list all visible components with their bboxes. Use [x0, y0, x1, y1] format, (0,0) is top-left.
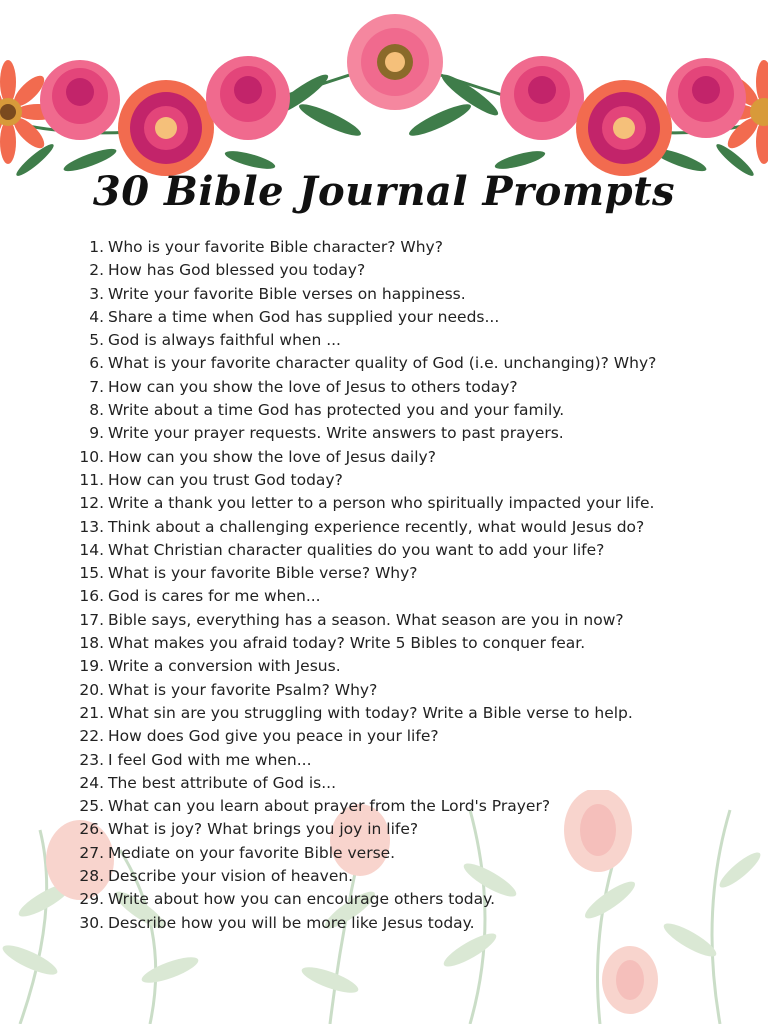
prompt-number: 16.	[79, 587, 104, 606]
prompt-number: 7.	[89, 377, 104, 396]
prompt-item	[78, 702, 656, 725]
prompt-number: 22.	[79, 727, 104, 746]
prompt-item	[78, 562, 656, 585]
flower-banner	[0, 0, 768, 185]
prompt-item	[78, 609, 656, 632]
prompt-number: 19.	[79, 657, 104, 676]
prompt-list	[78, 236, 656, 935]
prompt-number: 24.	[79, 773, 104, 792]
prompt-item	[78, 912, 656, 935]
prompt-number: 28.	[79, 867, 104, 886]
prompt-number: 17.	[79, 610, 104, 629]
prompt-item	[78, 655, 656, 678]
prompt-number: 5.	[89, 331, 104, 350]
prompt-item	[78, 469, 656, 492]
prompt-item	[78, 795, 656, 818]
prompt-text: Write about how you can encourage others today.	[108, 890, 496, 909]
prompt-text: What can you learn about prayer from the Lord's Prayer?	[108, 797, 551, 816]
prompt-text: What is your favorite character quality of God (i.e. unchanging)? Why?	[108, 354, 657, 373]
prompt-number: 26.	[79, 820, 104, 839]
prompt-text: God is cares for me when...	[108, 587, 321, 606]
prompt-text: Bible says, everything has a season. What season are you in now?	[108, 610, 624, 629]
prompt-number: 25.	[79, 797, 104, 816]
prompt-item	[78, 749, 656, 772]
prompt-number: 11.	[79, 470, 104, 489]
prompt-text: God is always faithful when ...	[108, 331, 341, 350]
prompt-number: 1.	[89, 238, 104, 256]
prompt-item	[78, 772, 656, 795]
prompt-number: 6.	[89, 354, 104, 373]
prompt-number: 4.	[89, 307, 104, 326]
prompt-item	[78, 679, 656, 702]
prompt-text: How can you show the love of Jesus to others today?	[108, 377, 518, 396]
prompt-item	[78, 492, 656, 515]
prompt-number: 30.	[79, 913, 104, 932]
prompt-text: Write your favorite Bible verses on happiness.	[108, 284, 466, 303]
prompt-number: 21.	[79, 703, 104, 722]
prompt-number: 10.	[79, 447, 104, 466]
prompt-text: Mediate on your favorite Bible verse.	[108, 843, 396, 862]
prompt-item	[78, 539, 656, 562]
prompt-text: What is your favorite Psalm? Why?	[108, 680, 378, 699]
prompt-number: 3.	[89, 284, 104, 303]
prompt-text: Think about a challenging experience recently, what would Jesus do?	[108, 517, 645, 536]
prompt-item	[78, 516, 656, 539]
prompt-text: Write your prayer requests. Write answers to past prayers.	[108, 424, 564, 443]
prompt-item	[78, 329, 656, 352]
prompt-text: What Christian character qualities do you want to add your life?	[108, 540, 605, 559]
prompt-item	[78, 632, 656, 655]
page-title: 30 Bible Journal Prompts	[92, 168, 676, 215]
prompt-number: 18.	[79, 634, 104, 653]
prompt-item	[78, 259, 656, 282]
prompt-text: Who is your favorite Bible character? Why?	[108, 238, 443, 256]
prompt-item	[78, 422, 656, 445]
prompt-number: 27.	[79, 843, 104, 862]
prompt-number: 13.	[79, 517, 104, 536]
prompt-item	[78, 283, 656, 306]
prompt-text: What is your favorite Bible verse? Why?	[108, 564, 418, 583]
prompt-text: How does God give you peace in your life?	[108, 727, 439, 746]
prompt-text: How can you show the love of Jesus daily?	[108, 447, 436, 466]
prompt-number: 15.	[79, 564, 104, 583]
prompt-text: How has God blessed you today?	[108, 261, 366, 280]
prompt-number: 20.	[79, 680, 104, 699]
prompt-text: What sin are you struggling with today? Write a Bible verse to help.	[108, 703, 633, 722]
prompt-item	[78, 818, 656, 841]
prompt-number: 23.	[79, 750, 104, 769]
prompt-item	[78, 585, 656, 608]
prompt-text: What is joy? What brings you joy in life?	[108, 820, 419, 839]
prompt-text: What makes you afraid today? Write 5 Bibles to conquer fear.	[108, 634, 586, 653]
prompt-text: Write a conversion with Jesus.	[108, 657, 341, 676]
prompt-number: 2.	[89, 261, 104, 280]
prompt-item	[78, 888, 656, 911]
prompt-number: 9.	[89, 424, 104, 443]
prompt-item	[78, 446, 656, 469]
prompt-number: 8.	[89, 401, 104, 420]
prompt-text: Write a thank you letter to a person who spiritually impacted your life.	[108, 494, 655, 513]
prompt-item	[78, 725, 656, 748]
prompt-text: Share a time when God has supplied your needs...	[108, 307, 500, 326]
prompt-item	[78, 352, 656, 375]
prompt-item	[78, 306, 656, 329]
prompt-item	[78, 236, 656, 259]
prompt-number: 29.	[79, 890, 104, 909]
prompt-text: How can you trust God today?	[108, 470, 343, 489]
prompt-text: The best attribute of God is...	[108, 773, 337, 792]
prompt-text: Write about a time God has protected you and your family.	[108, 401, 565, 420]
prompt-item	[78, 376, 656, 399]
prompt-text: I feel God with me when...	[108, 750, 312, 769]
prompt-text: Describe your vision of heaven.	[108, 867, 354, 886]
prompt-item	[78, 842, 656, 865]
prompt-number: 12.	[79, 494, 104, 513]
prompt-text: Describe how you will be more like Jesus today.	[108, 913, 475, 932]
prompt-item	[78, 865, 656, 888]
prompt-item	[78, 399, 656, 422]
prompt-number: 14.	[79, 540, 104, 559]
